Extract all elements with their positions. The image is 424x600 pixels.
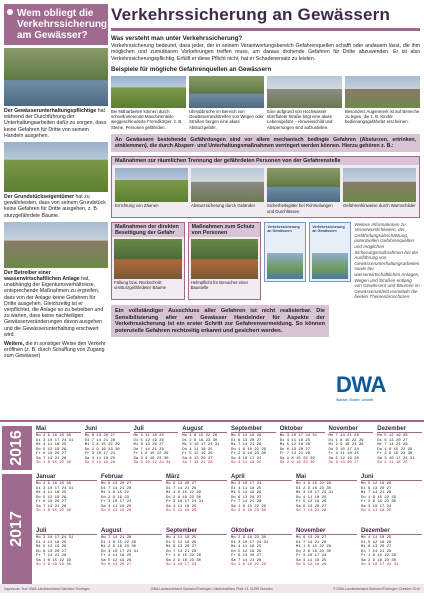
bullet-icon xyxy=(7,9,13,15)
week-row: So 3 10 17 24 xyxy=(166,563,197,567)
week-row: Do 5 12 19 26 xyxy=(231,549,262,554)
week-row: So 5 12 19 26 xyxy=(166,509,197,513)
week-row: Do 5 12 19 26 xyxy=(36,447,67,452)
week-row: Sa 4 11 18 25 xyxy=(101,504,132,509)
main-content xyxy=(111,4,420,416)
week-row: So 6 13 20 27 xyxy=(328,461,359,465)
conclusion-band xyxy=(111,305,329,337)
conclusion-text: Ein vollständiger Ausschluss aller Gefahren ist nicht realisierbar. Die Sensibilisierung aller am Gewässer Handelnder für Aspekte der Verkehrssicherung ist ein erster Schritt zur Gefahrenvermeidung. So können potenzielle Gefahren rechtzeitig erkannt und gesichert werden. xyxy=(115,308,325,334)
week-row: Mi 3 10 17 24 31 xyxy=(296,491,334,495)
week-row: Di 3 10 17 24 31 xyxy=(36,486,74,491)
week-row: Di 7 14 21 28 xyxy=(84,438,116,443)
week-row: Sa 3 10 17 24 31 xyxy=(377,456,415,461)
direct-removal-box xyxy=(111,222,185,300)
week-row: Fr 3 10 17 24 xyxy=(84,452,116,456)
week-row: Mo 1 8 15 22 29 xyxy=(296,482,332,486)
brochure-1 xyxy=(264,222,306,282)
week-row: Do 1 8 15 22 29 xyxy=(361,495,397,500)
week-row: Do 3 10 17 24 31 xyxy=(101,549,139,554)
week-row: Mi 6 13 20 27 xyxy=(133,443,164,447)
week-row: Fr 6 13 20 27 xyxy=(36,500,67,504)
week-row: Di 5 12 19 26 xyxy=(166,540,197,545)
week-row: Di 7 14 21 28 xyxy=(101,486,132,491)
calendar-month xyxy=(377,426,422,466)
week-row: Sa 4 11 18 25 xyxy=(296,558,327,563)
measure-caption: Errichtung von Zäunen xyxy=(115,203,159,209)
photo-grate xyxy=(267,168,340,202)
week-row: Sa 2 9 16 23 30 xyxy=(133,456,169,461)
calendar-month xyxy=(85,426,130,466)
week-row: Mi 5 12 19 26 xyxy=(231,491,262,495)
week-row: So 1 8 15 22 29 xyxy=(36,509,72,513)
week-row: So 4 11 18 25 xyxy=(377,461,408,465)
week-row: Di 5 12 19 26 xyxy=(133,438,164,443)
example-caption: Besonders Augenmerk ist auf Bereiche zu legen, die z. B. Kinder bedienungsgefährdet erscheinen. xyxy=(345,108,420,125)
week-row: Mi 4 11 18 25 xyxy=(36,443,67,447)
week-row: Fr 4 11 18 25 xyxy=(101,554,132,558)
week-row: Mi 1 8 15 22 29 xyxy=(166,491,202,495)
photo-warning-sign xyxy=(343,168,416,202)
calendar-month xyxy=(361,528,422,568)
week-row: Di 6 13 20 27 xyxy=(231,438,262,443)
calendar-month xyxy=(101,474,162,514)
month-name: Dezember xyxy=(377,426,422,433)
month-name: September xyxy=(166,528,227,535)
question-heading: Was versteht man unter Verkehrssicherung? xyxy=(111,35,243,42)
week-row: Di 2 9 16 23 30 xyxy=(182,438,218,443)
calendar-month xyxy=(36,528,97,568)
month-name: Juni xyxy=(85,426,130,433)
week-row: Do 3 10 17 24 xyxy=(328,447,359,452)
week-row: Di 6 13 20 27 xyxy=(377,438,408,443)
week-row: Sa 3 10 17 24 xyxy=(361,504,392,509)
week-row: So 6 13 20 27 xyxy=(101,563,132,567)
month-name: Oktober xyxy=(231,528,292,535)
week-row: Sa 6 13 20 27 xyxy=(182,456,213,461)
week-row: So 7 14 21 28 xyxy=(182,461,213,465)
week-row: So 1 8 15 22 29 xyxy=(36,461,72,465)
week-row: Di 2 9 16 23 30 xyxy=(296,486,332,491)
week-row: Do 2 9 16 23 30 xyxy=(84,447,120,452)
separation-measures-row xyxy=(112,165,419,216)
week-row: So 4 11 18 25 xyxy=(231,461,262,465)
personal-protection-title: Maßnahmen zum Schutz von Personen xyxy=(189,223,261,237)
week-row: So 5 12 19 26 xyxy=(84,461,116,465)
month-name: März xyxy=(166,474,227,481)
week-row: So 3 10 17 24 31 xyxy=(361,563,399,567)
month-name: November xyxy=(296,528,357,535)
week-row: Mi 6 13 20 27 xyxy=(361,545,392,549)
week-row: Mo 6 13 20 27 xyxy=(101,482,132,486)
month-name: Dezember xyxy=(361,528,422,535)
week-row: Fr 7 14 21 28 xyxy=(279,452,311,456)
question-text: Verkehrssicherung bedeutet, dass jeder, der in seinem Verantwortungsbereich Gefahrenquellen schafft oder andauern lässt, die ihm möglichen und zumutbaren Vorkehrungen treffen muss, um daraus drohende Gefahren für Dritte abzuwenden. Er ist also Verkehrssicherungspflichtig. Erfüllt er diese Pflicht nicht, hat er Schadenersatz zu leisten. xyxy=(111,43,420,62)
week-row: Do 7 14 21 28 xyxy=(166,549,197,554)
week-row: Sa 5 12 19 26 xyxy=(328,456,359,461)
week-row: Mo 3 10 17 24 xyxy=(231,482,262,486)
week-row: Fr 4 11 18 25 xyxy=(328,452,359,456)
months-2016 xyxy=(36,426,422,466)
year-2017-label: 2017 xyxy=(2,474,32,584)
left-text-4: Weitere, die in sonstiger Weise den Verkehr eröffnen (z. B. durch Schaffung von Zugang zum Gewässer) xyxy=(4,341,106,360)
year-2016-label: 2016 xyxy=(2,426,32,470)
example-caption: Eine aufgrund von Hochwasser überflutete Straße birgt eine akute Lebensgefahr – Hinweisschild und Absperrungen sind aufzustellen. xyxy=(267,108,333,130)
week-row: Sa 2 9 16 23 30 xyxy=(361,558,397,563)
week-row: Fr 6 13 20 27 xyxy=(231,554,262,558)
week-row: Fr 1 8 15 22 29 xyxy=(166,554,202,558)
week-row: Fr 3 10 17 24 xyxy=(101,500,132,504)
calendar-month xyxy=(36,474,97,514)
dwa-logo xyxy=(336,372,416,412)
week-row: Do 2 9 16 23 xyxy=(101,495,130,500)
photo-riverbank-mowing xyxy=(4,48,108,106)
footer xyxy=(0,584,424,593)
photo-tree-felling xyxy=(114,239,182,279)
calendar xyxy=(0,420,424,593)
calendar-month xyxy=(166,528,227,568)
week-row: Fr 3 10 17 24 xyxy=(296,554,327,558)
calendar-month xyxy=(166,474,227,514)
example-flooded-road xyxy=(267,76,342,130)
month-name: Mai xyxy=(36,426,81,433)
month-name: Februar xyxy=(101,474,162,481)
photo-tree-meadow xyxy=(4,142,108,192)
left-column xyxy=(4,4,108,416)
week-row: Mo 2 9 16 23 30 xyxy=(36,434,72,438)
week-row: Fr 3 10 17 24 31 xyxy=(166,500,204,504)
week-row: Mi 5 12 19 26 xyxy=(36,545,67,549)
week-row: Fr 2 9 16 23 30 xyxy=(377,452,413,456)
week-row: Mo 7 14 21 28 xyxy=(101,536,132,540)
week-row: Mi 7 14 21 28 xyxy=(377,443,408,447)
week-row: Mi 2 9 16 23 30 xyxy=(328,443,364,447)
dwa-logo-text: DWA xyxy=(336,372,386,397)
photo-railing xyxy=(191,168,264,202)
calendar-month xyxy=(182,426,227,466)
calendar-month xyxy=(329,426,374,466)
week-row: Do 6 13 20 27 xyxy=(36,549,67,554)
measure-fence xyxy=(115,168,188,213)
brochure-2 xyxy=(309,222,351,282)
measure-warning-sign xyxy=(343,168,416,213)
example-mowing xyxy=(111,76,186,130)
calendar-month xyxy=(134,426,179,466)
week-row: Sa 6 13 20 27 xyxy=(296,504,327,509)
week-row: Di 3 10 17 24 31 xyxy=(231,540,269,545)
calendar-month xyxy=(231,426,276,466)
example-children xyxy=(345,76,420,130)
brochure-note: Weitere Informationen zu Verantwortlichkeiten, der Gefährdungsabschätzung, potenziellen Gefahrenquellen und möglichen Sicherungsmaßnahmen bei der Ausführung von Gewässerunterhaltungsarbeiten sowie bei wasserwirtschaftlichen Anlagen, Wegen und Straßen entlang von Gewässern und Bäumen im Gewässerumfeld vermitteln die beiden Themenbroschüren. xyxy=(354,221,420,300)
footer-address: DWA-Landesverband Sachsen/Thüringen, Niedersedlitzer Platz 13, 01259 Dresden xyxy=(150,586,273,591)
week-row: Sa 7 14 21 28 xyxy=(36,456,67,461)
week-row: Mi 6 13 20 27 xyxy=(166,545,197,549)
calendar-month xyxy=(231,528,292,568)
week-row: Mo 2 9 16 23 30 xyxy=(231,536,267,540)
week-row: Mi 7 14 21 28 xyxy=(361,491,392,495)
calendar-month xyxy=(231,474,292,514)
month-name: Mai xyxy=(296,474,357,481)
month-name: November xyxy=(329,426,374,433)
week-row: Do 6 13 20 27 xyxy=(231,495,262,500)
week-row: Sa 1 8 15 22 29 xyxy=(231,504,267,509)
photo-mowing xyxy=(111,76,186,108)
photo-children xyxy=(345,76,420,108)
week-row: Mo 6 13 20 27 xyxy=(84,434,116,438)
week-row: Fr 7 14 21 28 xyxy=(36,554,67,558)
brochures xyxy=(264,222,351,300)
month-name: August xyxy=(182,426,227,433)
week-row: Mo 5 12 19 26 xyxy=(377,434,408,438)
week-row: So 4 11 18 25 xyxy=(361,509,392,513)
week-row: Do 4 11 18 25 xyxy=(182,447,213,452)
week-row: Sa 3 10 17 24 xyxy=(231,456,262,461)
lower-section xyxy=(111,222,420,300)
week-row: Sa 7 14 21 28 xyxy=(36,504,67,509)
example-bank-collapse xyxy=(189,76,264,130)
week-row: Do 4 11 18 25 xyxy=(296,495,327,500)
example-caption: Uferabbrüche im Bereich von Gewässerrandstreifen von Wegen oder Straßen bergen eine akute Absturzgefahr. xyxy=(189,108,264,130)
photo-helmet-visitors xyxy=(191,239,259,279)
footer-imprint: Impressum Text: DWA-Landesverband Sachsen/Thüringen xyxy=(4,586,90,591)
month-name: Juli xyxy=(134,426,179,433)
week-row: Di 4 11 18 25 xyxy=(36,540,67,545)
left-text-1: Der Gewässerunterhaltungspflichtige hat während der Durchführung der Unterhaltungsarbeiten dafür zu sorgen, dass keine Gefahren für Dritte von seinem Handeln ausgehen. xyxy=(4,108,107,139)
week-row: Sa 5 12 19 26 xyxy=(101,558,132,563)
photo-fence xyxy=(115,168,188,202)
brochure-2-title: Verkehrssicherung an Gewässern xyxy=(312,224,345,233)
months-2017-second-half xyxy=(36,528,422,568)
week-row: Mi 7 14 21 28 xyxy=(231,443,262,447)
hazard-summary-band xyxy=(111,134,420,153)
week-row: So 2 9 16 23 30 xyxy=(231,509,267,513)
week-row: Mo 1 8 15 22 29 xyxy=(182,434,218,438)
month-name: Juni xyxy=(361,474,422,481)
week-row: Fr 2 9 16 23 30 xyxy=(361,500,397,504)
calendar-month xyxy=(296,528,357,568)
week-row: Di 7 14 21 28 xyxy=(166,486,197,491)
week-row: Mi 1 8 15 22 xyxy=(101,491,130,495)
week-row: Mo 2 9 16 23 30 xyxy=(36,482,72,486)
week-row: Mi 1 8 15 22 29 xyxy=(84,443,120,447)
week-row: Di 4 11 18 25 xyxy=(279,438,311,443)
week-row: So 2 9 16 23 30 xyxy=(36,563,72,567)
direct-removal-title: Maßnahmen der direkten Beseitigung der Gefahr xyxy=(112,223,184,237)
personal-protection-caption: Helmpflicht für Besucher einer Baustelle xyxy=(190,279,249,290)
week-row: So 3 10 17 24 31 xyxy=(133,461,171,465)
photo-weir-building xyxy=(4,222,108,268)
week-row: Sa 2 9 16 23 30 xyxy=(166,558,202,563)
examples-row xyxy=(111,76,420,130)
week-row: So 7 14 21 28 xyxy=(296,509,327,513)
examples-heading: Beispiele für mögliche Gefahrenquellen an Gewässern xyxy=(111,65,272,73)
measure-grate xyxy=(267,168,340,213)
week-row: Di 4 11 18 25 xyxy=(231,486,262,491)
brochure-1-title: Verkehrssicherung an Gewässern xyxy=(267,224,300,233)
month-name: Januar xyxy=(36,474,97,481)
week-row: Do 6 13 20 27 xyxy=(279,447,311,452)
week-row: Do 1 8 15 22 29 xyxy=(231,447,267,452)
week-row: Sa 4 11 18 25 xyxy=(84,456,116,461)
week-row: Mi 4 11 18 25 xyxy=(36,491,67,495)
separation-measures-title: Maßnahmen zur räumlichen Trennung der gefährdeten Personen von der Gefahrenstelle xyxy=(112,157,419,165)
week-row: Do 1 8 15 22 29 xyxy=(377,447,413,452)
direct-removal-caption: Fällung bzw. Rückschnitt umsturzgefährdeter Bäume xyxy=(114,279,167,290)
week-row: Fr 1 8 15 22 29 xyxy=(133,452,169,456)
week-row: So 1 8 15 22 29 xyxy=(231,563,267,567)
left-text-2: Der Grundstückseigentümer hat zu gewährleisten, dass von seinem Grundstück keine Gefahren für Dritte ausgehen, z. B. sturzgefährdete Bäume. xyxy=(4,194,106,219)
week-row: Mi 1 8 15 22 29 xyxy=(296,545,332,549)
month-name: Juli xyxy=(36,528,97,535)
week-row: Mo 7 14 21 28 xyxy=(328,434,359,438)
month-name: April xyxy=(231,474,292,481)
week-row: Mo 6 13 20 27 xyxy=(166,482,197,486)
week-row: Mo 5 12 19 26 xyxy=(361,482,392,486)
calendar-month xyxy=(101,528,162,568)
left-text-3: Der Betreiber einer wasserwirtschaftlichen Anlage hat, unabhängig der Eigentumsverhältnisse, entsprechende Maßnahmen zu ergreifen, dass von der Anlage keine Gefahren für Dritte ausgehen. Gleichzeitig ist er verpflichtet, die Anlage so zu betreiben und zu warten, dass keine nachteiligen Gewässerveränderungen davon ausgehen und die Gewässerunterhaltung erschwert wird. xyxy=(4,269,104,338)
measure-caption: Absturzsicherung durch Geländer xyxy=(191,203,256,209)
calendar-month xyxy=(296,474,357,514)
separation-measures-box xyxy=(111,156,420,217)
measure-railing xyxy=(191,168,264,213)
week-row: Fr 5 12 19 26 xyxy=(296,500,327,504)
week-row: Mo 3 10 17 24 31 xyxy=(279,434,318,438)
week-row: Do 7 14 21 28 xyxy=(133,447,164,452)
week-row: Di 5 12 19 26 xyxy=(361,540,392,545)
week-row: Mi 5 12 19 26 xyxy=(279,443,311,447)
calendar-month xyxy=(36,426,81,466)
calendar-month xyxy=(361,474,422,514)
footer-copyright: © DWA-Landesverband Sachsen/Thüringen, Dresden 2016 xyxy=(333,586,420,591)
brochure-2-image xyxy=(312,253,348,279)
dwa-logo-subtitle: Wasser, Boden, Umwelt xyxy=(336,398,374,402)
brochure-1-image xyxy=(267,253,303,279)
left-title-text: Wem obliegt die Verkehrssicherung am Gewässer? xyxy=(17,8,108,41)
week-row: Mi 3 10 17 24 31 xyxy=(182,443,220,447)
week-row: Di 6 13 20 27 xyxy=(361,486,392,491)
week-row: Do 2 9 16 23 30 xyxy=(296,549,332,554)
measure-caption: Gefahrenhinweise durch Warnschilder xyxy=(343,203,416,209)
week-row: So 5 12 19 26 xyxy=(296,563,327,567)
week-row: Mo 4 11 18 25 xyxy=(133,434,164,438)
month-name: September xyxy=(231,426,276,433)
week-row: Do 5 12 19 26 xyxy=(36,495,67,500)
week-row: Sa 4 11 18 25 xyxy=(166,504,197,509)
week-row: Mo 3 10 17 24 31 xyxy=(36,536,74,540)
week-row: Mo 4 11 18 25 xyxy=(361,536,392,540)
week-row: Fr 6 13 20 27 xyxy=(36,452,67,456)
calendar-month xyxy=(280,426,325,466)
measure-caption: Sicherheitsgitter bei Rohrteilungen und Durchlässen xyxy=(267,203,333,214)
week-row: Sa 1 8 15 22 29 xyxy=(36,558,72,563)
months-2017-first-half xyxy=(36,474,422,514)
week-row: Mi 2 9 16 23 30 xyxy=(101,545,137,549)
week-row: Fr 7 14 21 28 xyxy=(231,500,262,504)
week-row: Di 1 8 15 22 29 xyxy=(328,438,364,443)
personal-protection-box xyxy=(188,222,262,300)
example-caption: Bei Mäharbeiten können durch schnellrotierende Maschinenteile weggeschleuderte Fremdkörper, z. B. Steine, Personen gefährden. xyxy=(111,108,183,130)
week-row: Mo 6 13 20 27 xyxy=(296,536,327,540)
week-row: Mo 4 11 18 25 xyxy=(166,536,197,540)
week-row: Do 7 14 21 28 xyxy=(361,549,392,554)
week-row: So 2 9 16 23 30 xyxy=(279,461,315,465)
photo-bank-collapse xyxy=(189,76,264,108)
week-row: So 5 12 19 26 xyxy=(101,509,132,513)
week-row: Sa 1 8 15 22 29 xyxy=(279,456,315,461)
week-row: Fr 2 9 16 23 30 xyxy=(231,452,267,456)
month-name: August xyxy=(101,528,162,535)
week-row: Di 3 10 17 24 31 xyxy=(36,438,74,443)
week-row: Fr 5 12 19 26 xyxy=(182,452,213,456)
week-row: Mo 5 12 19 26 xyxy=(231,434,262,438)
week-row: Mi 4 11 18 25 xyxy=(231,545,262,549)
left-title xyxy=(4,4,108,45)
week-row: Di 1 8 15 22 29 xyxy=(101,540,137,545)
photo-flooded-road xyxy=(267,76,342,108)
week-row: Do 2 9 16 23 30 xyxy=(166,495,202,500)
week-row: Fr 1 8 15 22 29 xyxy=(361,554,397,558)
hazard-summary-text: An Gewässern bestehende Gefährdungen sind vor allem mechanisch bedingte Gefahren (Absturzen, ertrinken, einklemmen), die durch Absperr- und Unterhaltungsmaßnahmen verringert werden können. Hierzu gehören z. B.: xyxy=(115,136,416,149)
week-row: Sa 7 14 21 28 xyxy=(231,558,262,563)
month-name: Oktober xyxy=(280,426,325,433)
week-row: Di 7 14 21 28 xyxy=(296,540,327,545)
page-title: Verkehrssicherung an Gewässern xyxy=(111,4,420,31)
